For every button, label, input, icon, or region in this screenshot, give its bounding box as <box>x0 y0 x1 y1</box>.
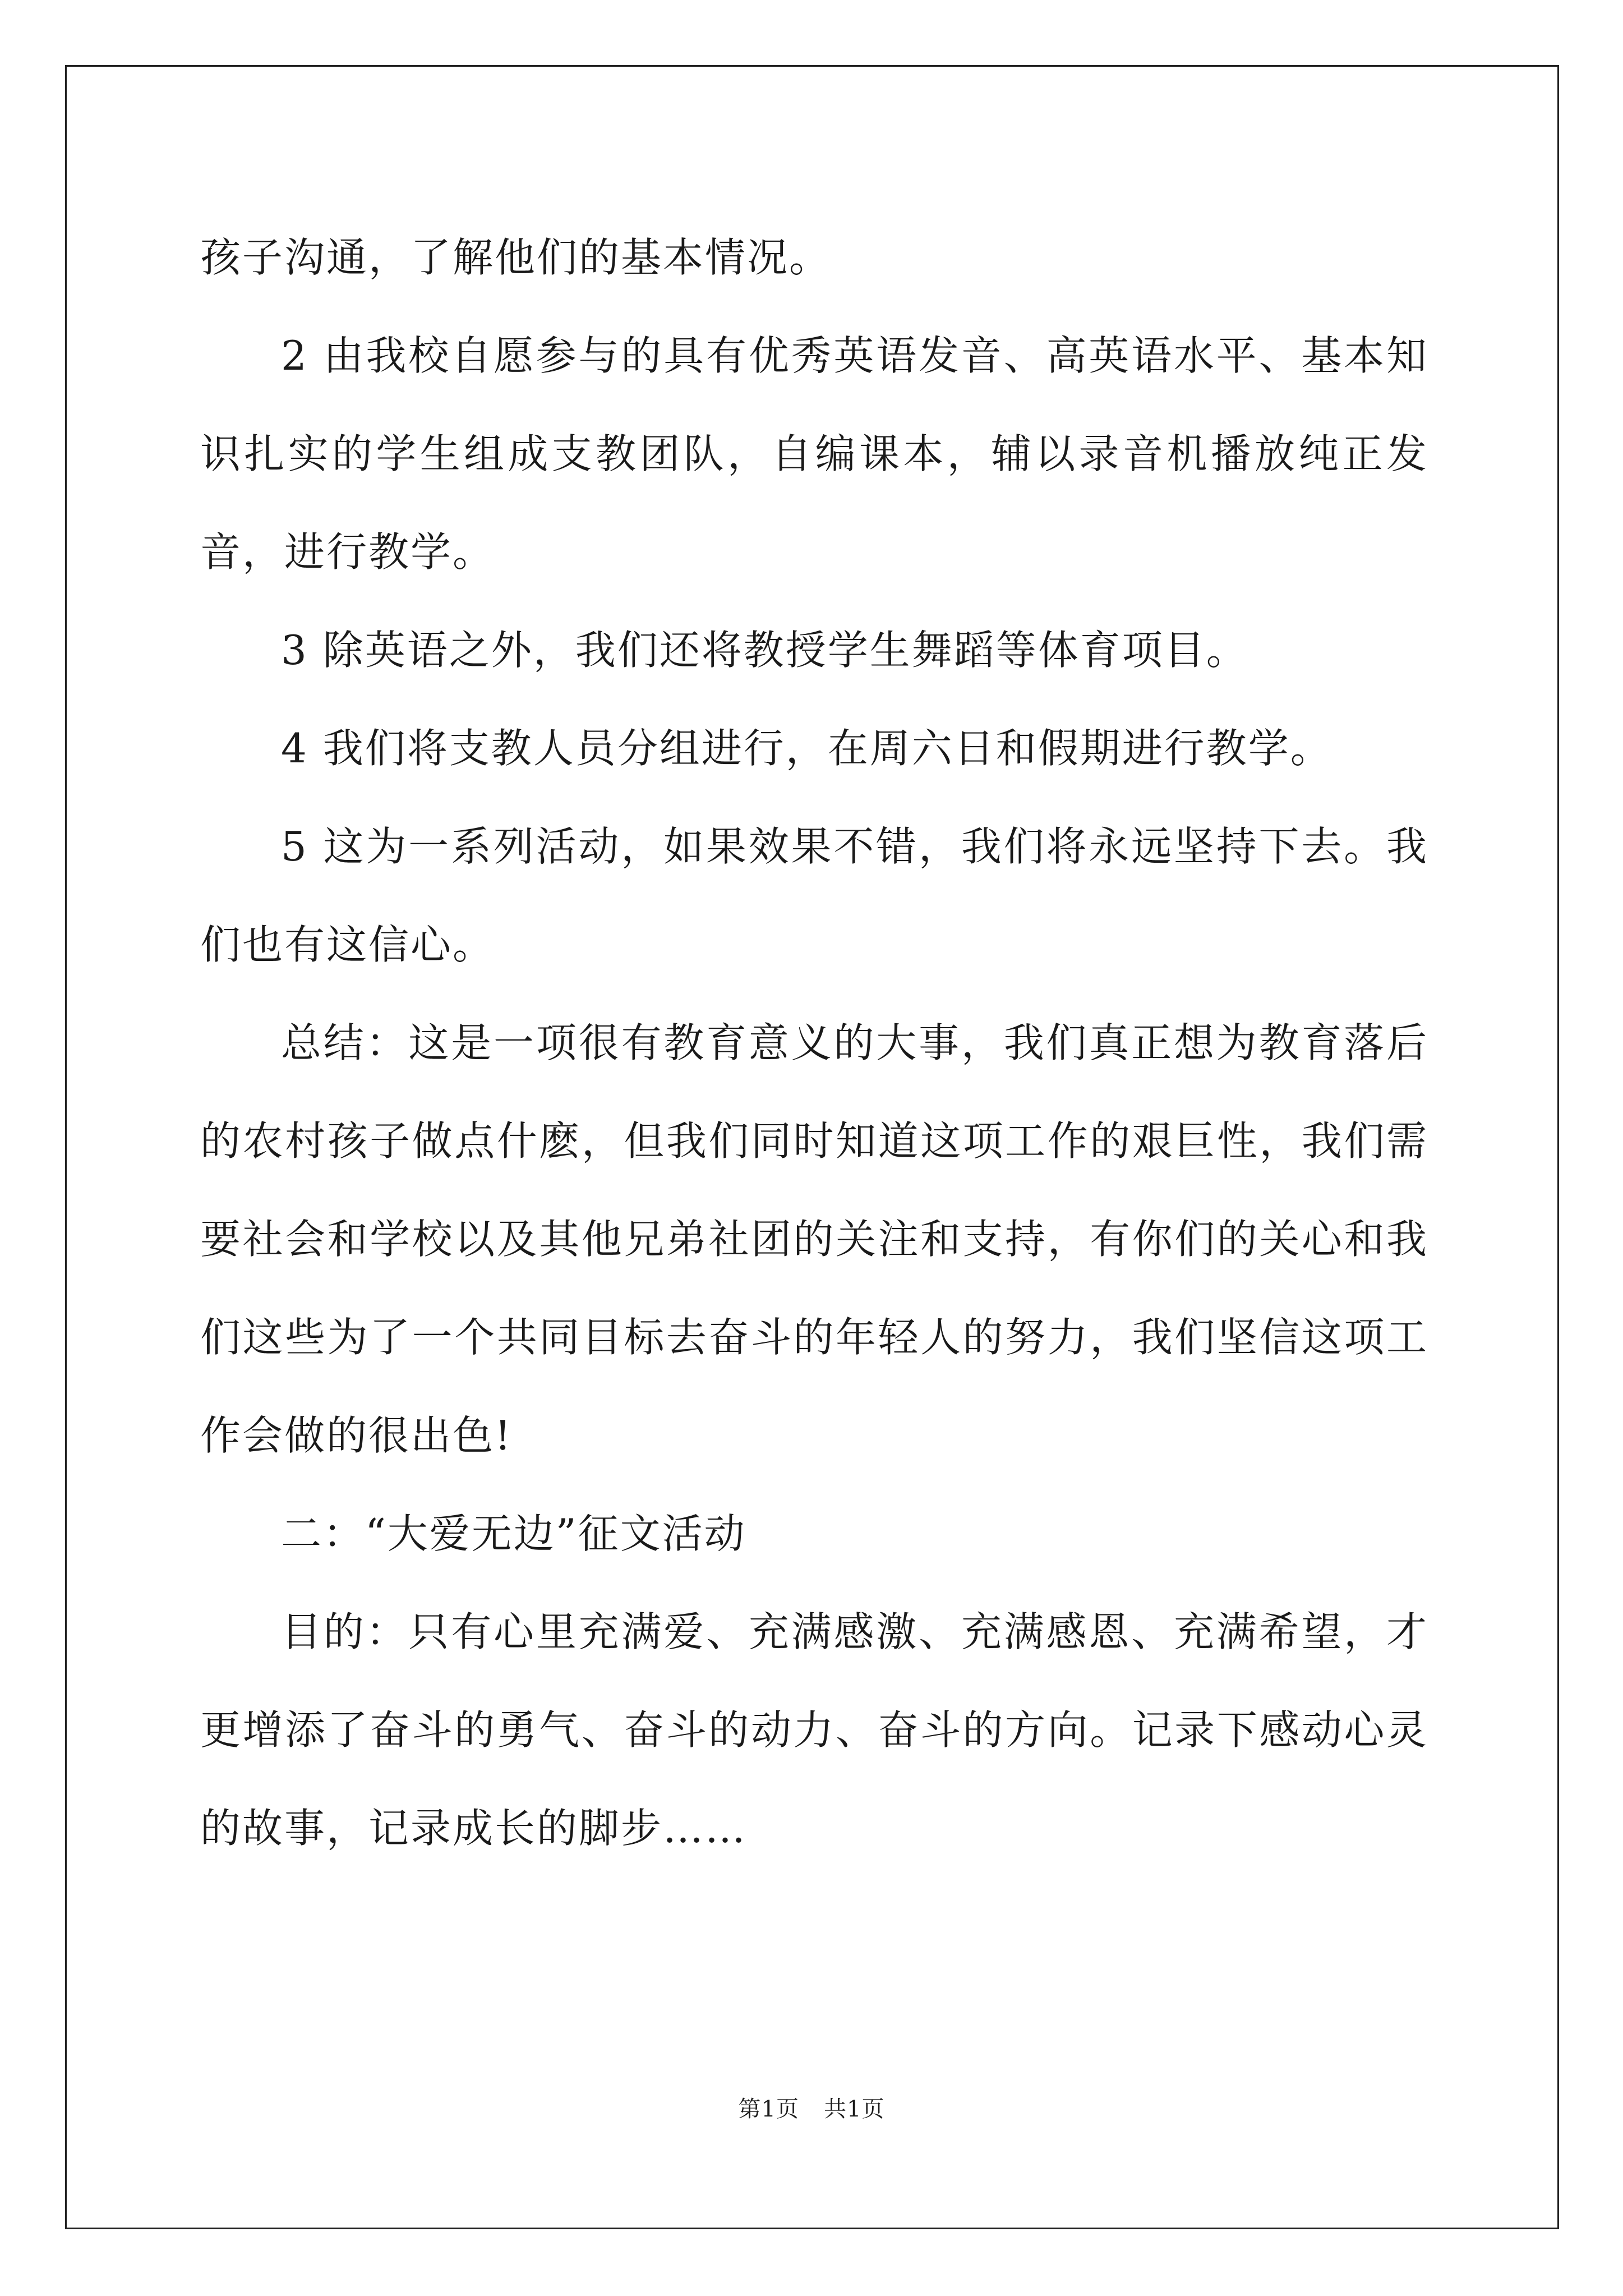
paragraph-summary: 总结：这是一项很有教育意义的大事，我们真正想为教育落后的农村孩子做点什麽，但我们同时知道这项工作的艰巨性，我们需要社会和学校以及其他兄弟社团的关注和支持，有你们的关心和我们这些为了一个共同目标去奋斗的年轻人的努力，我们坚信这项工作会做的很出色! <box>200 1019 1428 1459</box>
page-footer <box>0 2095 1623 2123</box>
section-heading: 二：“大爱无边”征文活动 <box>281 1510 746 1557</box>
paragraph-2: 2 由我校自愿参与的具有优秀英语发音、高英语水平、基本知识扎实的学生组成支教团队，自编课本，辅以录音机播放纯正发音，进行教学。 <box>200 332 1428 576</box>
page-total: 共1页 <box>824 2096 885 2122</box>
paragraph-3: 3 除英语之外，我们还将教授学生舞蹈等体育项目。 <box>281 627 1248 674</box>
document-body <box>200 209 1428 1878</box>
paragraph-4: 4 我们将支教人员分组进行，在周六日和假期进行教学。 <box>281 725 1332 772</box>
paragraph-5: 5 这为一系列活动，如果效果不错，我们将永远坚持下去。我们也有这信心。 <box>200 823 1428 968</box>
paragraph-1: 孩子沟通，了解他们的基本情况。 <box>200 234 832 281</box>
page-number: 第1页 <box>738 2096 799 2122</box>
paragraph-purpose: 目的：只有心里充满爱、充满感激、充满感恩、充满希望，才更增添了奋斗的勇气、奋斗的动力、奋斗的方向。记录下感动心灵的故事，记录成长的脚步…… <box>200 1608 1428 1852</box>
